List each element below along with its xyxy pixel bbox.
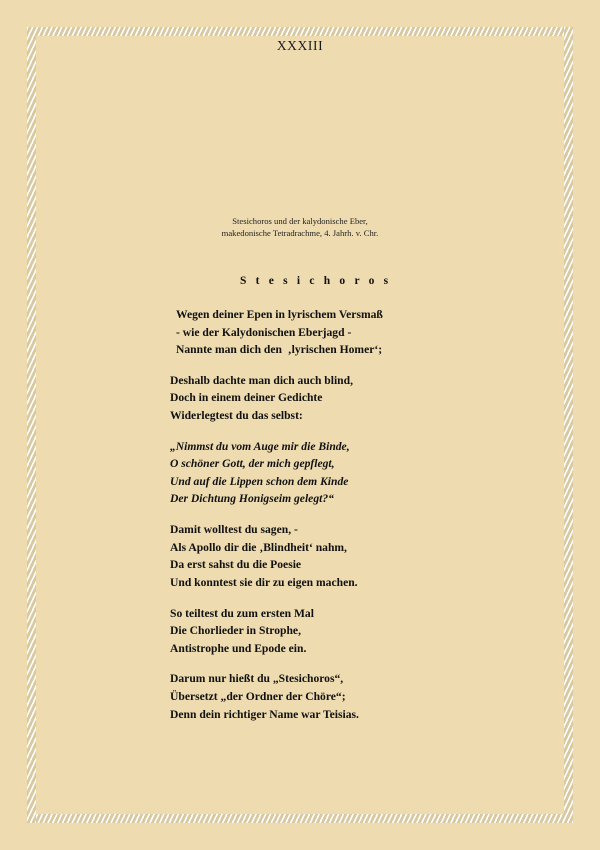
poem-line: Da erst sahst du die Poesie xyxy=(170,558,302,572)
poem-line: So teiltest du zum ersten Mal xyxy=(170,606,314,620)
poem-stanza xyxy=(170,670,550,723)
page-border-right xyxy=(564,27,573,823)
poem-line: Deshalb dachte man dich auch blind, xyxy=(170,373,353,387)
poem-line: Doch in einem deiner Gedichte xyxy=(170,391,323,405)
poem-line: Darum nur hießt du „Stesichoros“, xyxy=(170,672,344,686)
poem-line: Antistrophe und Epode ein. xyxy=(170,641,307,655)
poem-line: Denn dein richtiger Name war Teisias. xyxy=(170,707,359,721)
poem-title: S t e s i c h o r o s xyxy=(240,275,392,287)
page-number: XXXIII xyxy=(276,38,324,53)
page-border-left xyxy=(27,27,36,823)
poem-line: Und konntest sie dir zu eigen machen. xyxy=(170,575,358,589)
image-caption xyxy=(0,215,600,240)
poem-stanza-quote xyxy=(170,438,550,508)
poem-stanza xyxy=(170,372,550,425)
poem-line: Die Chorlieder in Strophe, xyxy=(170,624,301,638)
poem-body xyxy=(170,306,550,736)
poem-line: - wie der Kalydonischen Eberjagd - xyxy=(176,325,352,339)
poem-line: „Nimmst du vom Auge mir die Binde, xyxy=(170,439,350,453)
poem-line: Und auf die Lippen schon dem Kinde xyxy=(170,474,349,488)
poem-stanza xyxy=(170,605,550,658)
poem-line: Übersetzt „der Ordner der Chöre“; xyxy=(170,689,346,703)
poem-line: Wegen deiner Epen in lyrischem Versmaß xyxy=(176,308,383,321)
poem-line: Als Apollo dir die ‚Blindheit‘ nahm, xyxy=(170,540,347,554)
poem-line: O schöner Gott, der mich gepflegt, xyxy=(170,457,335,471)
poem-stanza xyxy=(170,521,550,591)
caption-line: makedonische Tetradrachme, 4. Jahrh. v. Chr. xyxy=(221,228,379,239)
page-border-bottom xyxy=(27,814,573,823)
poem-line: Damit wolltest du sagen, - xyxy=(170,523,298,537)
poem-line: Nannte man dich den ‚lyrischen Homer‘; xyxy=(176,343,383,357)
caption-line: Stesichoros und der kalydonische Eber, xyxy=(232,216,368,226)
poem-stanza xyxy=(170,306,550,359)
poem-line: Widerlegtest du das selbst: xyxy=(170,409,303,423)
page-border-top xyxy=(27,27,573,36)
poem-line: Der Dichtung Honigseim gelegt?“ xyxy=(170,492,334,506)
